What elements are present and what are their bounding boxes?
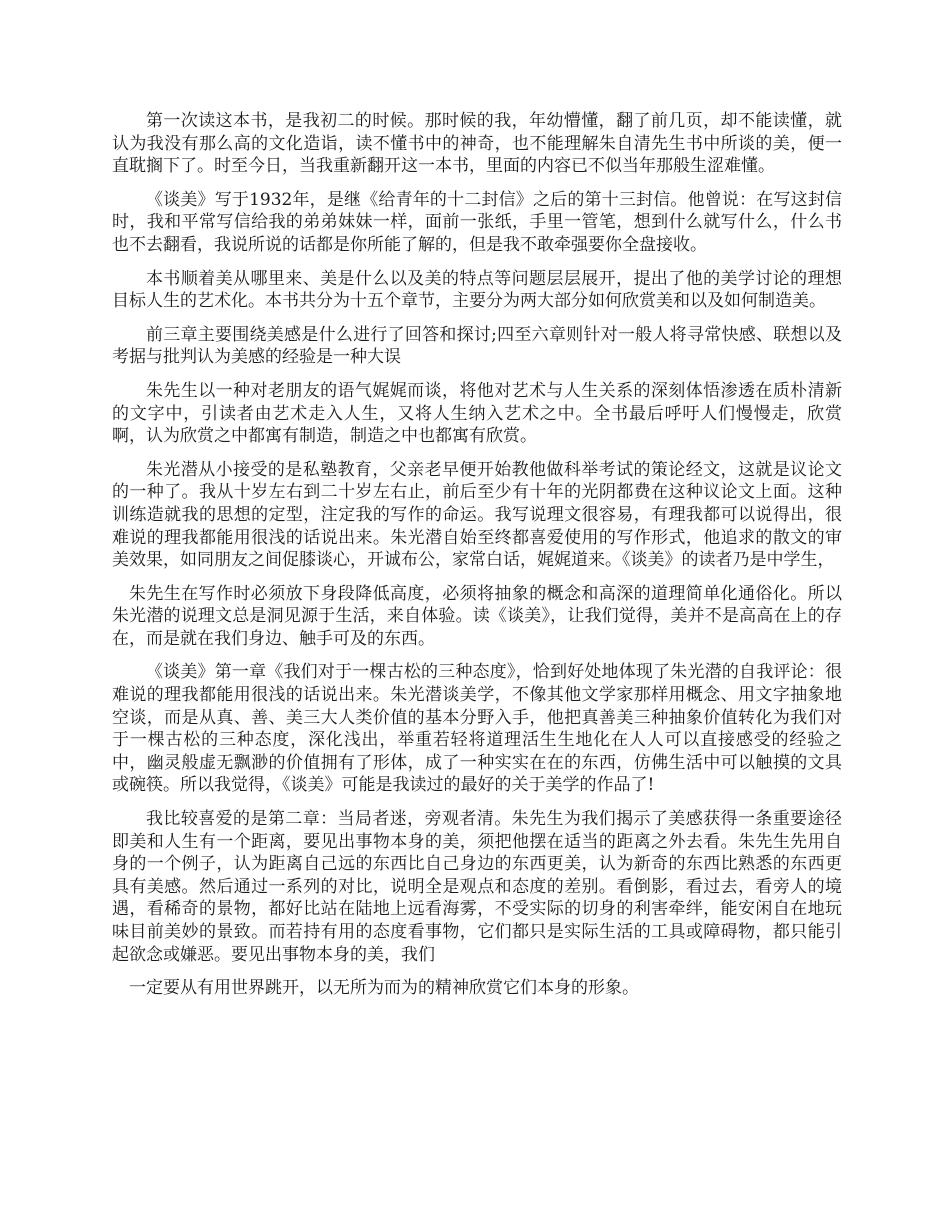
paragraph-6: 朱光潜从小接受的是私塾教育，父亲老早便开始教他做科举考试的策论经文，这就是议论文的一种了。我从十岁左右到二十岁左右止，前后至少有十年的光阴都费在这种议论文上面。这种训练造就我的思想的定型，注定我的写作的命运。我写说理文很容易，有理我都可以说得出，很难说的理我都能用很浅的话说出来。朱光潜自始至终都喜爱使用的写作形式，他追求的散文的审美效果，如同朋友之间促膝谈心，开诚布公，家常白话，娓娓道来。《谈美》的读者乃是中学生， [112, 459, 842, 571]
paragraph-7: 朱先生在写作时必须放下身段降低高度，必须将抽象的概念和高深的道理简单化通俗化。所以朱光潜的说理文总是洞见源于生活，来自体验。读《谈美》，让我们觉得，美并不是高高在上的存在，而是就在我们身边、触手可及的东西。 [112, 583, 842, 649]
paragraph-5: 朱先生以一种对老朋友的语气娓娓而谈，将他对艺术与人生关系的深刻体悟渗透在质朴清新的文字中，引读者由艺术走入人生，又将人生纳入艺术之中。全书最后呼吁人们慢慢走，欣赏啊，认为欣赏之中都寓有制造，制造之中也都寓有欣赏。 [112, 380, 842, 447]
paragraph-10: 一定要从有用世界跳开，以无所为而为的精神欣赏它们本身的形象。 [129, 978, 639, 999]
paragraph-4: 前三章主要围绕美感是什么进行了回答和探讨;四至六章则针对一般人将寻常快感、联想以及考据与批判认为美感的经验是一种大误 [112, 324, 842, 368]
paragraph-3: 本书顺着美从哪里来、美是什么以及美的特点等问题层层展开，提出了他的美学讨论的理想目标人生的艺术化。本书共分为十五个章节，主要分为两大部分如何欣赏美和以及如何制造美。 [112, 268, 842, 312]
document-page [112, 110, 842, 1011]
paragraph-8: 《谈美》第一章《我们对于一棵古松的三种态度》，恰到好处地体现了朱光潜的自我评论：很难说的理我都能用很浅的话说出来。朱光潜谈美学，不像其他文学家那样用概念、用文字抽象地空谈，而是从真、善、美三大人类价值的基本分野入手，他把真善美三种抽象价值转化为我们对于一棵古松的三种态度，深化浅出，举重若轻将道理活生生地化在人人可以直接感受的经验之中，幽灵般虚无飘渺的价值拥有了形体，成了一种实实在在的东西，仿佛生活中可以触摸的文具或碗筷。所以我觉得，《谈美》可能是我读过的最好的关于美学的作品了! [112, 662, 842, 796]
paragraph-9: 我比较喜爱的是第二章：当局者迷，旁观者清。朱先生为我们揭示了美感获得一条重要途径即美和人生有一个距离，要见出事物本身的美，须把他摆在适当的距离之外去看。朱先生先用自身的一个例子，认为距离自己远的东西比自己身边的东西更美，认为新奇的东西比熟悉的东西更具有美感。然后通过一系列的对比，说明全是观点和态度的差别。看倒影，看过去，看旁人的境遇，看稀奇的景物，都好比站在陆地上远看海雾，不受实际的切身的利害牵绊，能安闲自在地玩味目前美妙的景致。而若持有用的态度看事物，它们都只是实际生活的工具或障碍物，都只能引起欲念或嫌恶。要见出事物本身的美，我们 [112, 809, 842, 965]
paragraph-2: 《谈美》写于1932年，是继《给青年的十二封信》之后的第十三封信。他曾说：在写这封信时，我和平常写信给我的弟弟妹妹一样，面前一张纸，手里一管笔，想到什么就写什么，什么书也不去翻看，我说所说的话都是你所能了解的，但是我不敢牵强要你全盘接收。 [112, 189, 842, 255]
paragraph-1: 第一次读这本书，是我初二的时候。那时候的我，年幼懵懂，翻了前几页，却不能读懂，就认为我没有那么高的文化造诣，读不懂书中的神奇，也不能理解朱自清先生书中所谈的美，便一直耽搁下了。时至今日，当我重新翻开这一本书，里面的内容已不似当年那般生涩难懂。 [112, 111, 842, 177]
